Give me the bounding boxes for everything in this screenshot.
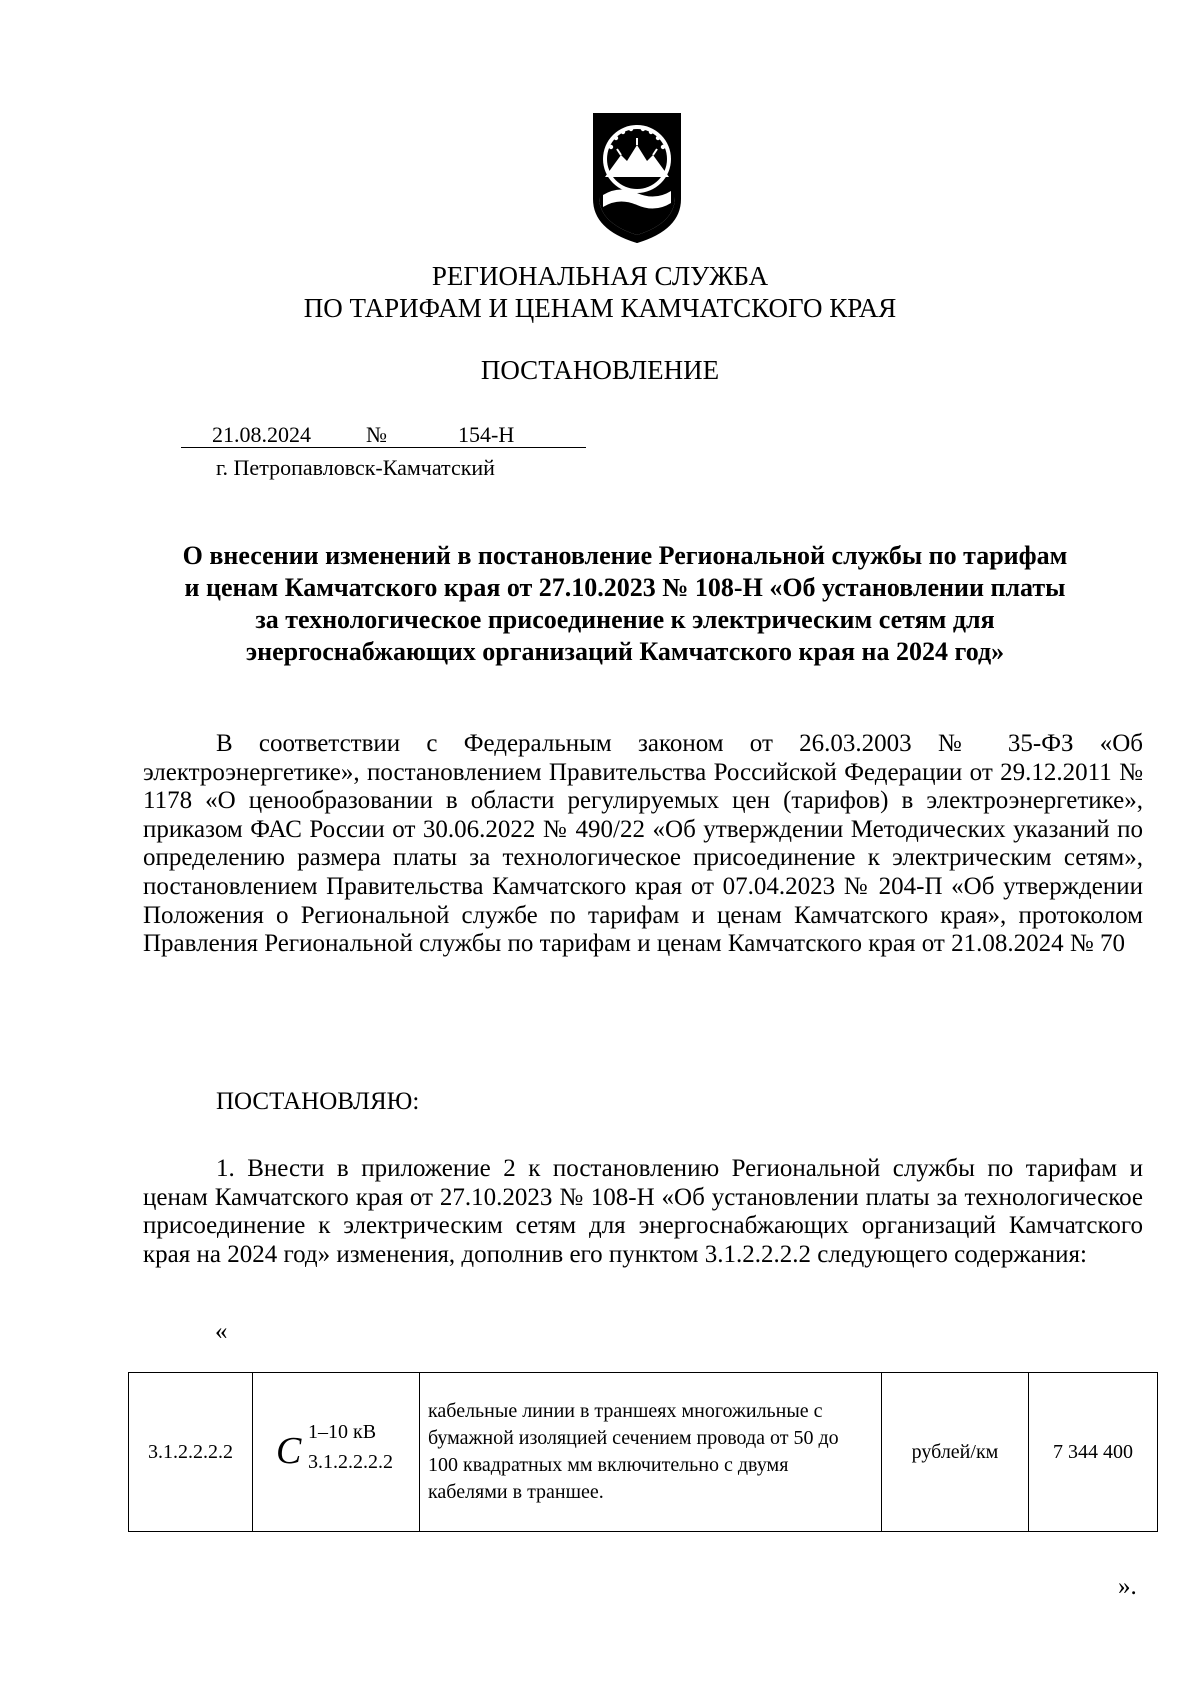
- row-description: кабельные линии в траншеях многожильные с бумажной изоляцией сечением провода от 50 до 100 квадратных мм включительно с двумя кабелями в траншее.: [420, 1373, 882, 1532]
- preamble-paragraph: В соответствии с Федеральным законом от 26.03.2003 № 35-ФЗ «Об электроэнергетике», постановлением Правительства Российской Федерации от 29.12.2011 № 1178 «О ценообразовании в области регулируемых цен (тарифов) в электроэнергетике», приказом ФАС России от 30.06.2022 № 490/22 «Об утверждении Методических указаний по определению размера платы за технологическое присоединение к электрическим сетям», постановлением Правительства Камчатского края от 07.04.2023 № 204-П «Об утверждении Положения о Региональной службе по тарифам и ценам Камчатского края», протоколом Правления Региональной службы по тарифам и ценам Камчатского края от 21.08.2024 № 70: [143, 730, 1143, 958]
- rate-symbol-subscript: 3.1.2.2.2.2: [308, 1451, 393, 1473]
- city-name: г. Петропавловск-Камчатский: [216, 455, 495, 480]
- row-code: 3.1.2.2.2.2: [129, 1373, 253, 1532]
- document-type: ПОСТАНОВЛЕНИЕ: [480, 355, 720, 385]
- document-number: 154-Н: [458, 422, 515, 447]
- table-row: [129, 1373, 1158, 1532]
- kamchatka-coat-of-arms-icon: [591, 111, 683, 245]
- number-sign: №: [366, 422, 387, 447]
- document-date: 21.08.2024: [212, 422, 311, 447]
- opening-quote: «: [215, 1318, 228, 1345]
- organization-name-line2: ПО ТАРИФАМ И ЦЕНАМ КАМЧАТСКОГО КРАЯ: [303, 293, 897, 323]
- item-1-paragraph: 1. Внести в приложение 2 к постановлению Региональной службы по тарифам и ценам Камчатского края от 27.10.2023 № 108-Н «Об установлении платы за технологическое присоединение к электрическим сетям для энергоснабжающих организаций Камчатского края на 2024 год» изменения, дополнив его пунктом 3.1.2.2.2.2 следующего содержания:: [143, 1155, 1143, 1268]
- document-title: О внесении изменений в постановление Региональной службы по тарифам и ценам Камчатского края от 27.10.2023 № 108-Н «Об установлении платы за технологическое присоединение к электрическим сетям для энергоснабжающих организаций Камчатского края на 2024 год»: [182, 541, 1068, 666]
- date-number-underline: [181, 447, 586, 448]
- organization-name-line1: РЕГИОНАЛЬНАЯ СЛУЖБА: [431, 261, 769, 291]
- rate-symbol: [266, 1419, 406, 1479]
- rate-symbol-letter: C: [276, 1430, 302, 1472]
- rate-symbol-cell: [253, 1373, 420, 1532]
- tariff-table: [128, 1372, 1158, 1532]
- decree-word: ПОСТАНОВЛЯЮ:: [216, 1088, 420, 1115]
- closing-quote: ».: [1118, 1573, 1137, 1600]
- rate-symbol-superscript: 1–10 кВ: [308, 1421, 377, 1443]
- row-unit: рублей/км: [882, 1373, 1029, 1532]
- row-value: 7 344 400: [1029, 1373, 1158, 1532]
